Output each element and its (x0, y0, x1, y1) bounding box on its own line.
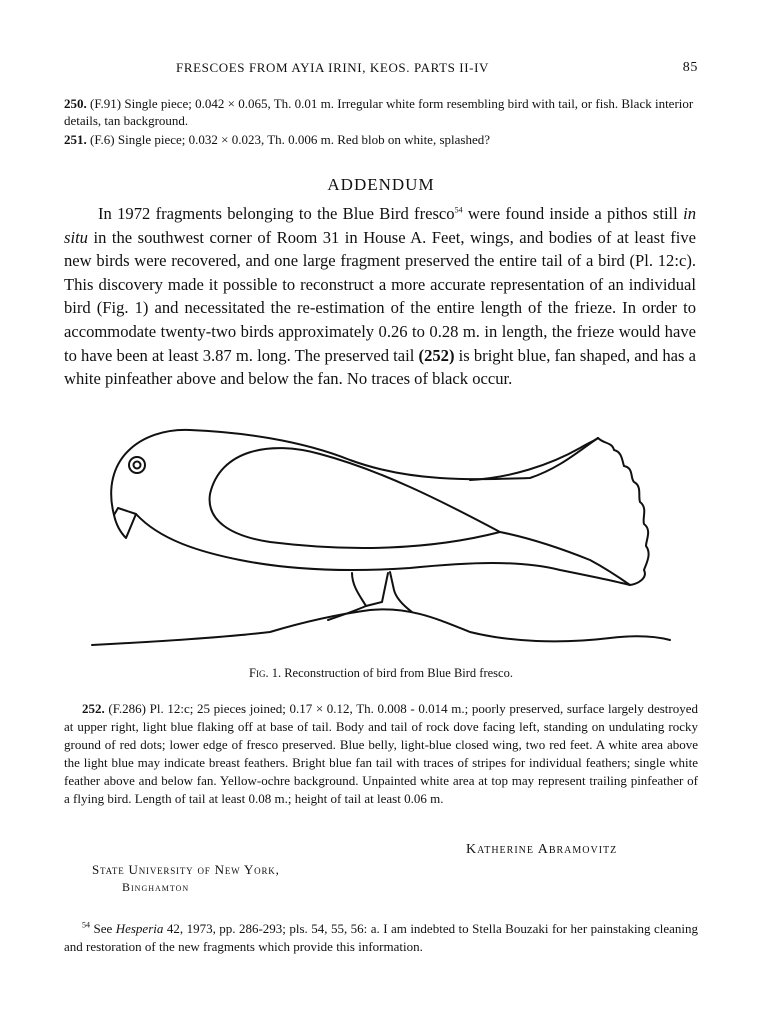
tail-feather-lower (500, 532, 630, 585)
bird-eye (129, 457, 145, 473)
entry-ref: (F.6) (90, 132, 115, 147)
entry-ref: (F.286) (108, 701, 146, 716)
tail-feather-upper (470, 438, 598, 480)
bird-outline (111, 430, 598, 515)
addendum-text: is bright blue, fan shaped, and has a white pinfeather above and below the fan. No traces of black occur. (64, 345, 696, 389)
page-number: 85 (682, 60, 698, 75)
entry-number: 252. (82, 701, 105, 716)
addendum-paragraph (64, 202, 696, 391)
addendum-text: in the southwest corner of Room 31 in House A. Feet, wings, and bodies of at least five new birds were recovered, and one large fragment preserved the entire tail of a bird (Pl. 12:c). This discovery made it possible to reconstruct a more accurate representation of an individual bird (Fig. 1) and necessitated the re-estimation of the entire length of the frieze. In order to accommodate twenty-two birds approximately 0.26 to 0.28 m. in length, the frieze would have to have been at least 3.87 m. long. The preserved tail (64, 227, 696, 365)
bird-wing (210, 448, 500, 548)
author-name: Katherine Abramovitz (466, 842, 618, 857)
entry-number: 250. (64, 96, 87, 111)
catalog-entry-252 (64, 700, 698, 808)
addendum-text: In 1972 fragments belonging to the Blue Bird fresco (98, 204, 455, 223)
entry-text: Single piece; 0.042 × 0.065, Th. 0.01 m. Irregular white form resembling bird with tail, or fish. Black interior details, tan background. (64, 96, 694, 128)
figure-caption (0, 666, 762, 681)
addendum-heading: ADDENDUM (327, 175, 435, 194)
bird-leg (352, 573, 388, 606)
entry-ref: (F.91) (90, 96, 122, 111)
footnote-reference: 54 (454, 205, 463, 215)
bird-belly (136, 514, 630, 585)
catalog-entry-250 (64, 95, 698, 129)
footnote-text: See (93, 921, 113, 936)
entry-number: 251. (64, 132, 87, 147)
author-affiliation: State University of New York, (92, 862, 280, 877)
footnote-text: 42, 1973, pp. 286-293; pls. 54, 55, 56: a. I am indebted to Stella Bouzaki for her painstaking cleaning and restoration of the new fragments which provide this information. (64, 921, 699, 954)
footnote (64, 920, 698, 956)
entry-text: Single piece; 0.032 × 0.023, Th. 0.006 m. Red blob on white, splashed? (117, 132, 490, 147)
bird-beak (114, 508, 136, 538)
figure-caption-text: Reconstruction of bird from Blue Bird fresco. (284, 666, 513, 680)
catalog-reference: (252) (418, 345, 455, 365)
figure-label: Fig. 1. (249, 666, 282, 680)
entry-text: Pl. 12:c; 25 pieces joined; 0.17 × 0.12, Th. 0.008 - 0.014 m.; poorly preserved, surface largely destroyed at upper right, light blue flaking off at base of tail. Body and tail of rock dove facing left, standing on undulating rocky ground of red dots; lower edge of fresco preserved. Blue belly, light-blue closed wing, two red feet. A white area above the light blue may indicate breast feathers. Bright blue fan tail with traces of stripes for individual feathers; single white feather above and below fan. Yellow-ochre background. Unpainted white area at top may represent trailing pinfeather of a flying bird. Length of tail at least 0.08 m.; height of tail at least 0.06 m. (64, 701, 699, 806)
rocky-ground (92, 609, 670, 645)
author-affiliation-city: Binghamton (122, 880, 190, 894)
bird-reconstruction-drawing (90, 420, 680, 665)
running-title: FRESCOES FROM AYIA IRINI, KEOS. PARTS II-IV (176, 60, 489, 75)
addendum-text: were found inside a pithos still (467, 204, 678, 223)
journal-title: Hesperia (115, 921, 164, 936)
catalog-entry-251 (64, 131, 698, 148)
bird-eye-pupil (134, 462, 141, 469)
bird-leg (390, 572, 412, 612)
fan-tail (598, 438, 649, 585)
italic-phrase: in situ (64, 204, 696, 247)
footnote-marker: 54 (82, 920, 90, 930)
